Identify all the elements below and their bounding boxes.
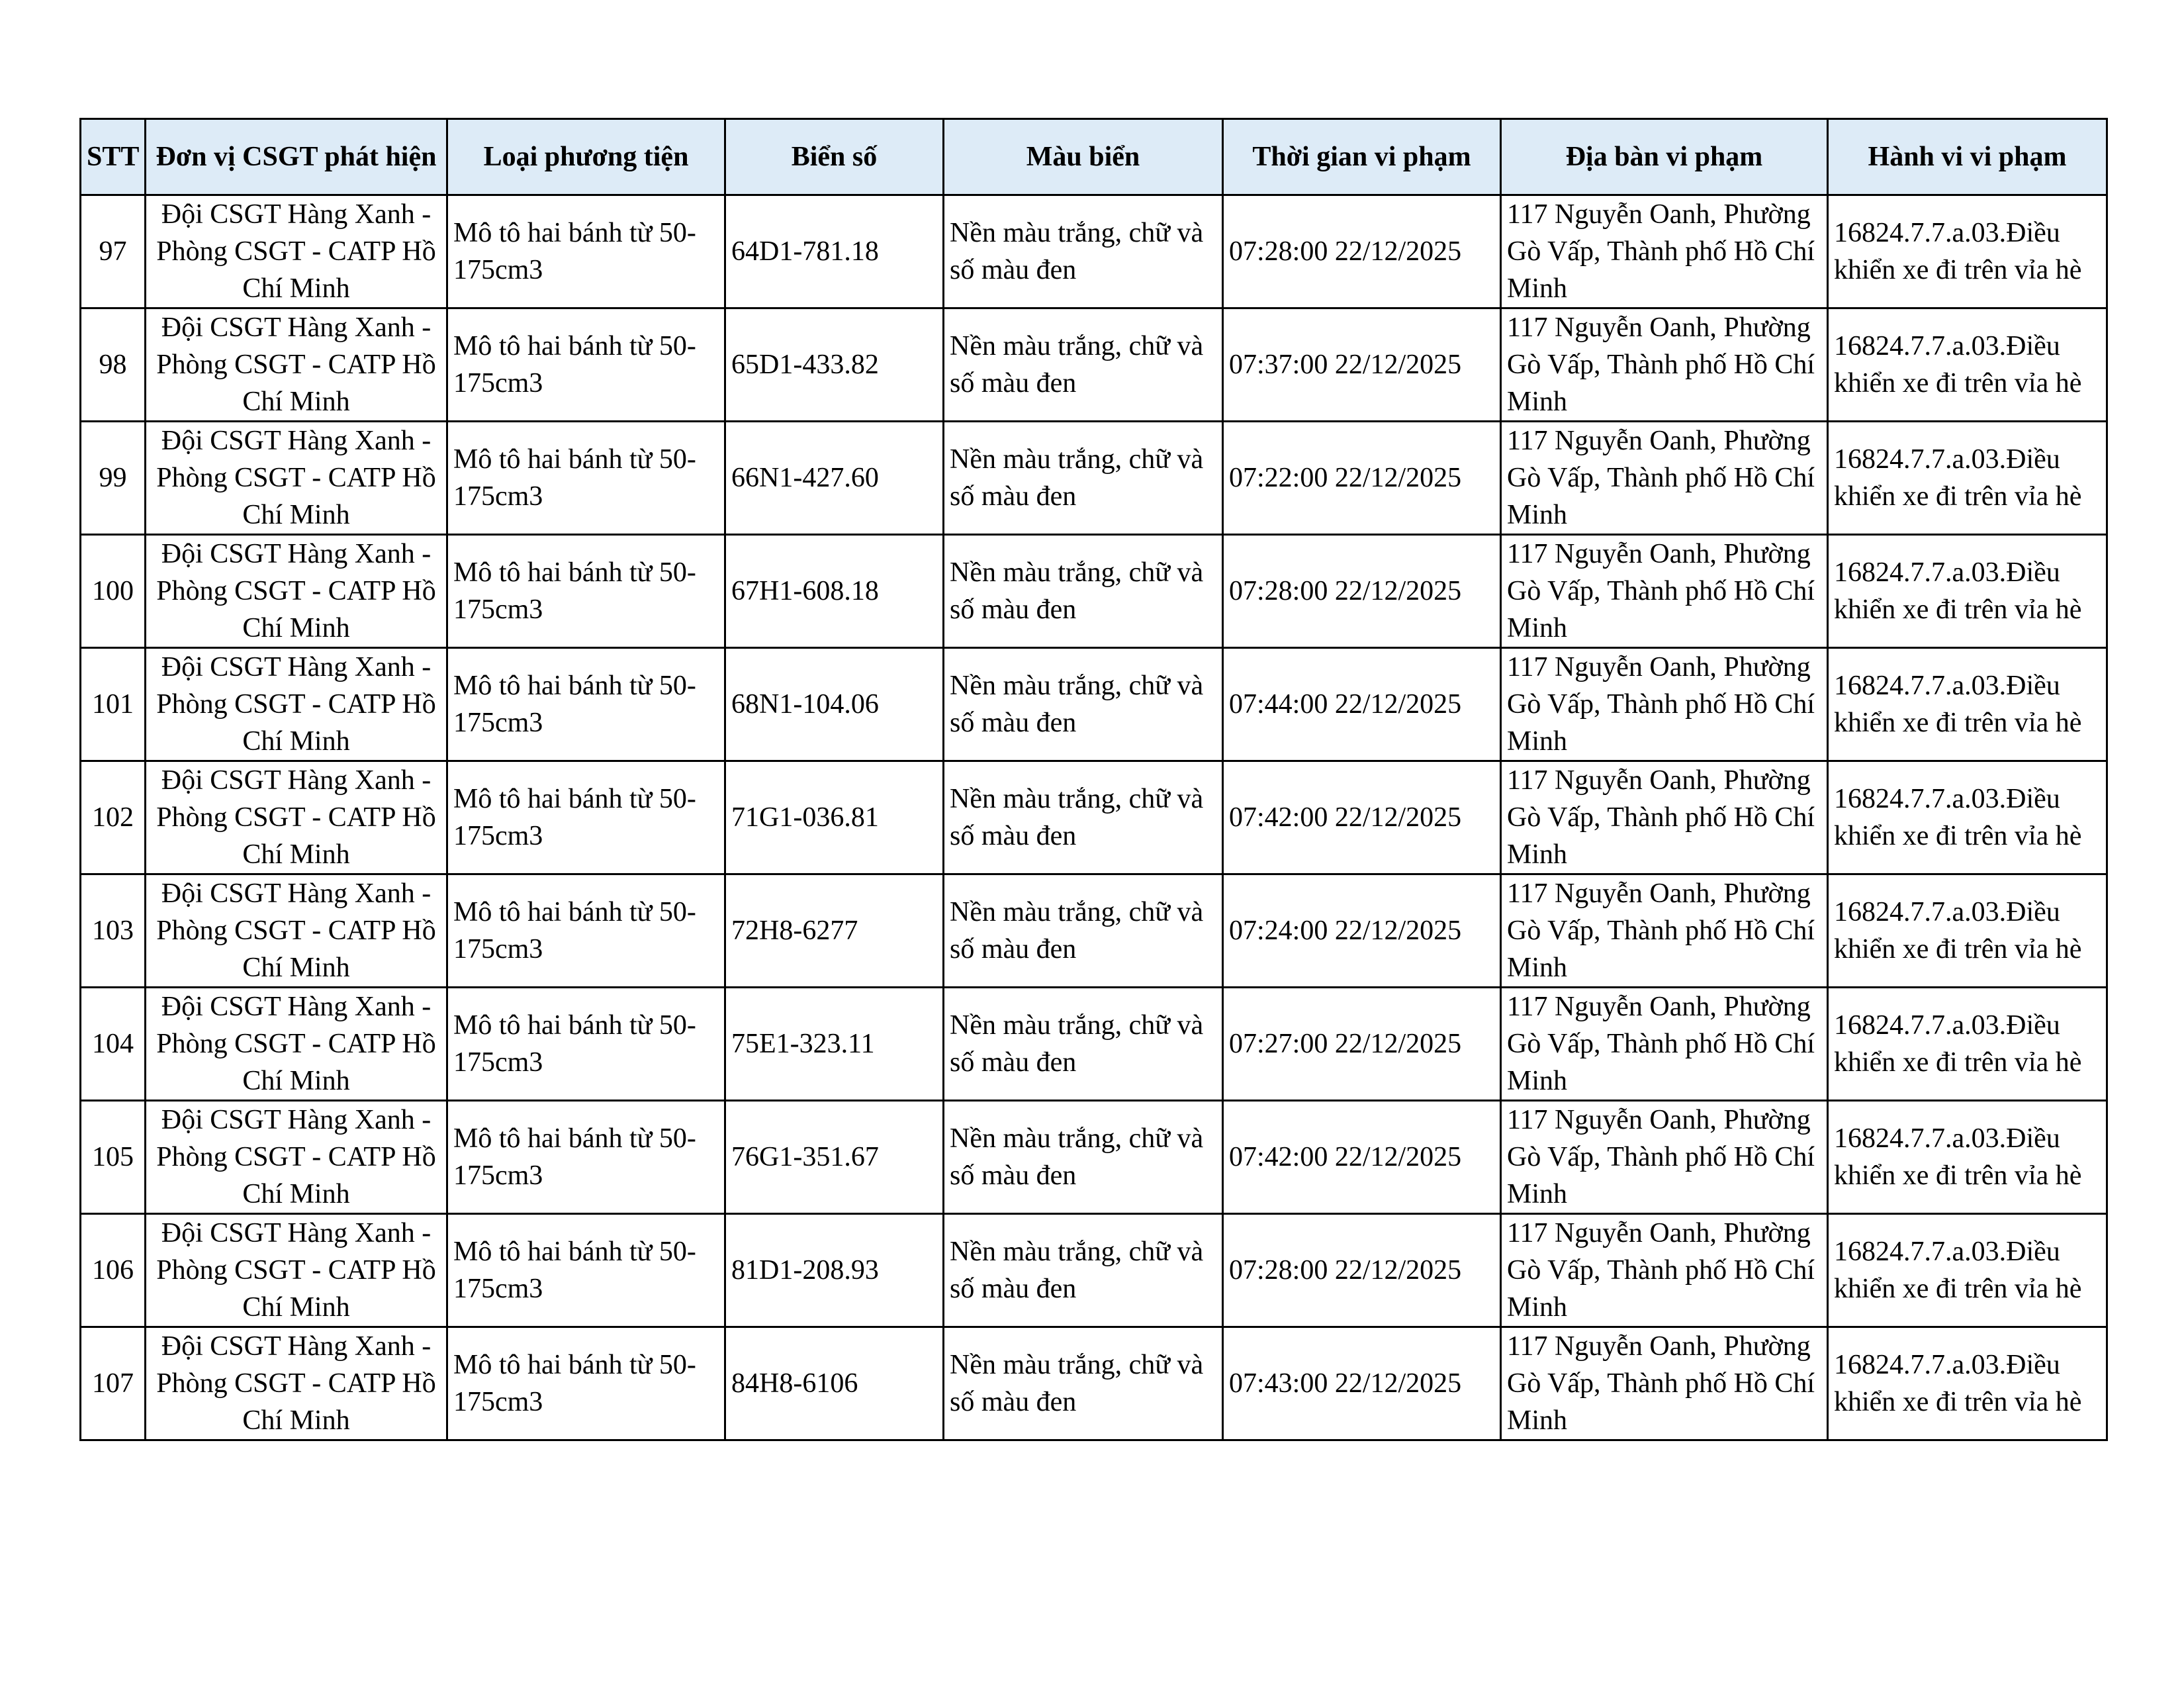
unit-cell: Đội CSGT Hàng Xanh - Phòng CSGT - CATP Hồ Chí Minh bbox=[146, 648, 447, 761]
plate-number-cell: 76G1-351.67 bbox=[725, 1101, 944, 1214]
plate-color-cell: Nền màu trắng, chữ và số màu đen bbox=[944, 874, 1223, 988]
vehicle-type-cell: Mô tô hai bánh từ 50-175cm3 bbox=[447, 988, 725, 1101]
violation-time-cell: 07:42:00 22/12/2025 bbox=[1223, 761, 1501, 874]
violation-behavior-cell: 16824.7.7.a.03.Điều khiển xe đi trên vỉa hè bbox=[1828, 1214, 2107, 1327]
unit-cell: Đội CSGT Hàng Xanh - Phòng CSGT - CATP Hồ Chí Minh bbox=[146, 1327, 447, 1440]
header-plate-number: Biển số bbox=[725, 119, 944, 195]
header-vehicle-type: Loại phương tiện bbox=[447, 119, 725, 195]
plate-number-cell: 72H8-6277 bbox=[725, 874, 944, 988]
stt-cell: 98 bbox=[81, 308, 146, 422]
violation-time-cell: 07:24:00 22/12/2025 bbox=[1223, 874, 1501, 988]
table-body bbox=[81, 195, 2107, 1440]
header-stt: STT bbox=[81, 119, 146, 195]
violation-behavior-cell: 16824.7.7.a.03.Điều khiển xe đi trên vỉa hè bbox=[1828, 195, 2107, 308]
violation-time-cell: 07:28:00 22/12/2025 bbox=[1223, 195, 1501, 308]
plate-color-cell: Nền màu trắng, chữ và số màu đen bbox=[944, 988, 1223, 1101]
stt-cell: 100 bbox=[81, 535, 146, 648]
unit-cell: Đội CSGT Hàng Xanh - Phòng CSGT - CATP Hồ Chí Minh bbox=[146, 535, 447, 648]
violation-location-cell: 117 Nguyễn Oanh, Phường Gò Vấp, Thành phố Hồ Chí Minh bbox=[1501, 761, 1828, 874]
vehicle-type-cell: Mô tô hai bánh từ 50-175cm3 bbox=[447, 535, 725, 648]
unit-cell: Đội CSGT Hàng Xanh - Phòng CSGT - CATP Hồ Chí Minh bbox=[146, 308, 447, 422]
table-row bbox=[81, 874, 2107, 988]
unit-cell: Đội CSGT Hàng Xanh - Phòng CSGT - CATP Hồ Chí Minh bbox=[146, 874, 447, 988]
stt-cell: 101 bbox=[81, 648, 146, 761]
violation-behavior-cell: 16824.7.7.a.03.Điều khiển xe đi trên vỉa hè bbox=[1828, 648, 2107, 761]
plate-color-cell: Nền màu trắng, chữ và số màu đen bbox=[944, 648, 1223, 761]
violation-behavior-cell: 16824.7.7.a.03.Điều khiển xe đi trên vỉa hè bbox=[1828, 535, 2107, 648]
violation-time-cell: 07:44:00 22/12/2025 bbox=[1223, 648, 1501, 761]
plate-number-cell: 66N1-427.60 bbox=[725, 422, 944, 535]
table-row bbox=[81, 308, 2107, 422]
stt-cell: 103 bbox=[81, 874, 146, 988]
violation-location-cell: 117 Nguyễn Oanh, Phường Gò Vấp, Thành phố Hồ Chí Minh bbox=[1501, 1101, 1828, 1214]
stt-cell: 107 bbox=[81, 1327, 146, 1440]
table-row bbox=[81, 1214, 2107, 1327]
unit-cell: Đội CSGT Hàng Xanh - Phòng CSGT - CATP Hồ Chí Minh bbox=[146, 195, 447, 308]
violation-time-cell: 07:42:00 22/12/2025 bbox=[1223, 1101, 1501, 1214]
violation-behavior-cell: 16824.7.7.a.03.Điều khiển xe đi trên vỉa hè bbox=[1828, 874, 2107, 988]
table-row bbox=[81, 988, 2107, 1101]
plate-number-cell: 65D1-433.82 bbox=[725, 308, 944, 422]
violation-time-cell: 07:37:00 22/12/2025 bbox=[1223, 308, 1501, 422]
unit-cell: Đội CSGT Hàng Xanh - Phòng CSGT - CATP Hồ Chí Minh bbox=[146, 988, 447, 1101]
violation-location-cell: 117 Nguyễn Oanh, Phường Gò Vấp, Thành phố Hồ Chí Minh bbox=[1501, 422, 1828, 535]
violation-behavior-cell: 16824.7.7.a.03.Điều khiển xe đi trên vỉa hè bbox=[1828, 1327, 2107, 1440]
violation-behavior-cell: 16824.7.7.a.03.Điều khiển xe đi trên vỉa hè bbox=[1828, 1101, 2107, 1214]
plate-number-cell: 75E1-323.11 bbox=[725, 988, 944, 1101]
plate-number-cell: 81D1-208.93 bbox=[725, 1214, 944, 1327]
violation-location-cell: 117 Nguyễn Oanh, Phường Gò Vấp, Thành phố Hồ Chí Minh bbox=[1501, 535, 1828, 648]
table-row bbox=[81, 761, 2107, 874]
table-row bbox=[81, 195, 2107, 308]
table-row bbox=[81, 422, 2107, 535]
stt-cell: 106 bbox=[81, 1214, 146, 1327]
violation-location-cell: 117 Nguyễn Oanh, Phường Gò Vấp, Thành phố Hồ Chí Minh bbox=[1501, 988, 1828, 1101]
unit-cell: Đội CSGT Hàng Xanh - Phòng CSGT - CATP Hồ Chí Minh bbox=[146, 761, 447, 874]
vehicle-type-cell: Mô tô hai bánh từ 50-175cm3 bbox=[447, 874, 725, 988]
table-row bbox=[81, 535, 2107, 648]
table-row bbox=[81, 648, 2107, 761]
stt-cell: 104 bbox=[81, 988, 146, 1101]
vehicle-type-cell: Mô tô hai bánh từ 50-175cm3 bbox=[447, 195, 725, 308]
violation-time-cell: 07:28:00 22/12/2025 bbox=[1223, 1214, 1501, 1327]
violation-behavior-cell: 16824.7.7.a.03.Điều khiển xe đi trên vỉa hè bbox=[1828, 422, 2107, 535]
unit-cell: Đội CSGT Hàng Xanh - Phòng CSGT - CATP Hồ Chí Minh bbox=[146, 1101, 447, 1214]
unit-cell: Đội CSGT Hàng Xanh - Phòng CSGT - CATP Hồ Chí Minh bbox=[146, 422, 447, 535]
plate-color-cell: Nền màu trắng, chữ và số màu đen bbox=[944, 195, 1223, 308]
violations-table bbox=[79, 118, 2108, 1441]
header-plate-color: Màu biển bbox=[944, 119, 1223, 195]
vehicle-type-cell: Mô tô hai bánh từ 50-175cm3 bbox=[447, 1101, 725, 1214]
plate-number-cell: 84H8-6106 bbox=[725, 1327, 944, 1440]
vehicle-type-cell: Mô tô hai bánh từ 50-175cm3 bbox=[447, 1214, 725, 1327]
plate-color-cell: Nền màu trắng, chữ và số màu đen bbox=[944, 761, 1223, 874]
plate-color-cell: Nền màu trắng, chữ và số màu đen bbox=[944, 535, 1223, 648]
header-unit: Đơn vị CSGT phát hiện bbox=[146, 119, 447, 195]
violation-location-cell: 117 Nguyễn Oanh, Phường Gò Vấp, Thành phố Hồ Chí Minh bbox=[1501, 648, 1828, 761]
vehicle-type-cell: Mô tô hai bánh từ 50-175cm3 bbox=[447, 422, 725, 535]
header-violation-time: Thời gian vi phạm bbox=[1223, 119, 1501, 195]
violation-time-cell: 07:28:00 22/12/2025 bbox=[1223, 535, 1501, 648]
table-row bbox=[81, 1327, 2107, 1440]
plate-number-cell: 68N1-104.06 bbox=[725, 648, 944, 761]
violation-location-cell: 117 Nguyễn Oanh, Phường Gò Vấp, Thành phố Hồ Chí Minh bbox=[1501, 1327, 1828, 1440]
header-violation-location: Địa bàn vi phạm bbox=[1501, 119, 1828, 195]
plate-number-cell: 67H1-608.18 bbox=[725, 535, 944, 648]
violation-location-cell: 117 Nguyễn Oanh, Phường Gò Vấp, Thành phố Hồ Chí Minh bbox=[1501, 874, 1828, 988]
unit-cell: Đội CSGT Hàng Xanh - Phòng CSGT - CATP Hồ Chí Minh bbox=[146, 1214, 447, 1327]
plate-color-cell: Nền màu trắng, chữ và số màu đen bbox=[944, 422, 1223, 535]
plate-number-cell: 64D1-781.18 bbox=[725, 195, 944, 308]
violation-time-cell: 07:43:00 22/12/2025 bbox=[1223, 1327, 1501, 1440]
violation-location-cell: 117 Nguyễn Oanh, Phường Gò Vấp, Thành phố Hồ Chí Minh bbox=[1501, 308, 1828, 422]
stt-cell: 105 bbox=[81, 1101, 146, 1214]
table-header-row bbox=[81, 119, 2107, 195]
violation-time-cell: 07:27:00 22/12/2025 bbox=[1223, 988, 1501, 1101]
plate-color-cell: Nền màu trắng, chữ và số màu đen bbox=[944, 308, 1223, 422]
violation-behavior-cell: 16824.7.7.a.03.Điều khiển xe đi trên vỉa hè bbox=[1828, 761, 2107, 874]
violation-location-cell: 117 Nguyễn Oanh, Phường Gò Vấp, Thành phố Hồ Chí Minh bbox=[1501, 1214, 1828, 1327]
plate-color-cell: Nền màu trắng, chữ và số màu đen bbox=[944, 1101, 1223, 1214]
stt-cell: 97 bbox=[81, 195, 146, 308]
violation-behavior-cell: 16824.7.7.a.03.Điều khiển xe đi trên vỉa hè bbox=[1828, 308, 2107, 422]
header-violation-behavior: Hành vi vi phạm bbox=[1828, 119, 2107, 195]
plate-color-cell: Nền màu trắng, chữ và số màu đen bbox=[944, 1214, 1223, 1327]
vehicle-type-cell: Mô tô hai bánh từ 50-175cm3 bbox=[447, 1327, 725, 1440]
vehicle-type-cell: Mô tô hai bánh từ 50-175cm3 bbox=[447, 308, 725, 422]
table-row bbox=[81, 1101, 2107, 1214]
vehicle-type-cell: Mô tô hai bánh từ 50-175cm3 bbox=[447, 761, 725, 874]
plate-color-cell: Nền màu trắng, chữ và số màu đen bbox=[944, 1327, 1223, 1440]
violation-behavior-cell: 16824.7.7.a.03.Điều khiển xe đi trên vỉa hè bbox=[1828, 988, 2107, 1101]
violation-location-cell: 117 Nguyễn Oanh, Phường Gò Vấp, Thành phố Hồ Chí Minh bbox=[1501, 195, 1828, 308]
plate-number-cell: 71G1-036.81 bbox=[725, 761, 944, 874]
violation-time-cell: 07:22:00 22/12/2025 bbox=[1223, 422, 1501, 535]
stt-cell: 99 bbox=[81, 422, 146, 535]
vehicle-type-cell: Mô tô hai bánh từ 50-175cm3 bbox=[447, 648, 725, 761]
stt-cell: 102 bbox=[81, 761, 146, 874]
